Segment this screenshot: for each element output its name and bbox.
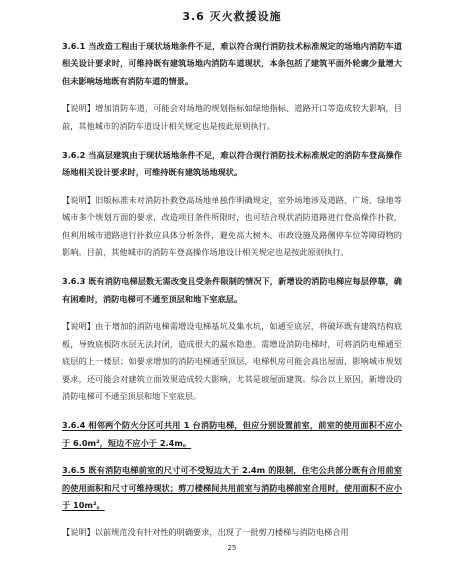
clause-3-6-2: 3.6.2 当高层建筑由于现状场地条件不足，难以符合现行消防技术标准规定的消防车登高操作场地相关设计要求时，可维持既有建筑场地现状。 <box>62 150 402 178</box>
clause-3-6-5: 3.6.5 既有消防电梯前室的尺寸可不受短边大于 2.4m 的限制，住宅公共部分既有合用前室的使用面积和尺寸可维持现状；剪刀楼梯间共用前室与消防电梯前室合用时，使用面积不应小于 10m²。 <box>62 465 402 510</box>
clause-3-6-1: 3.6.1 当改造工程由于现状场地条件不足，难以符合现行消防技术标准规定的场地内消防车道相关设计要求时，可维持既有建筑场地内消防车道现状，本条包括了建筑平面外轮廓少量增大但未影响场地既有消防车道的情景。 <box>62 41 402 86</box>
clause-3-6-4: 3.6.4 相邻两个防火分区可共用 1 台消防电梯，但应分别设置前室，前室的使用面积不应小于 6.0m²，短边不应小于 2.4m。 <box>62 420 402 448</box>
page-number: 25 <box>227 544 237 552</box>
note-3-6-3: 【说明】由于增加的消防电梯需增设电梯基坑及集水坑，如通至底层，将破坏既有建筑结构底板，导致底板防水层无法封闭，造成很大的漏水隐患。需增设消防电梯时，可将消防电梯通至底层的上一楼层；如要求增加的消防电梯通至顶层，电梯机房可能会高出屋面，影响城市规划要求，还可能会对建筑立面效果造成较大影响，尤其是坡屋面建筑。综合以上原因，新增设的消防电梯可不通至顶层和地下室底层。 <box>62 321 402 401</box>
note-3-6-1: 【说明】增加消防车道，可能会对场地的规划指标如绿地指标、道路开口等造成较大影响，目前，其他城市的消防车道设计相关规定也是按此原则执行。 <box>62 103 402 131</box>
note-3-6-2: 【说明】旧版标准未对消防扑救登高场地单独作明确规定，室外场地涉及道路、广场、绿地等城市多个规划方面的要求，改造项目条件所限时，也可结合现状消防道路进行登高操作扑救，但利用城市道路进行扑救应具体分析条件，避免高大树木、市政设施及路侧停车位等障碍物的影响。目前，其他城市的消防车登高操作场地设计相关规定也是按此原则执行。 <box>62 194 402 258</box>
document-body <box>62 38 402 554</box>
clause-3-6-3: 3.6.3 既有消防电梯层数无需改变且受条件限制的情况下，新增设的消防电梯应每层停靠，确有困难时，消防电梯可不通至顶层和地下室底层。 <box>62 276 402 304</box>
note-3-6-5: 【说明】以前规范没有针对性的明确要求，出现了一批剪刀楼梯与消防电梯合用 <box>62 527 349 538</box>
section-title: 3.6 灭火救援设施 <box>182 10 282 23</box>
